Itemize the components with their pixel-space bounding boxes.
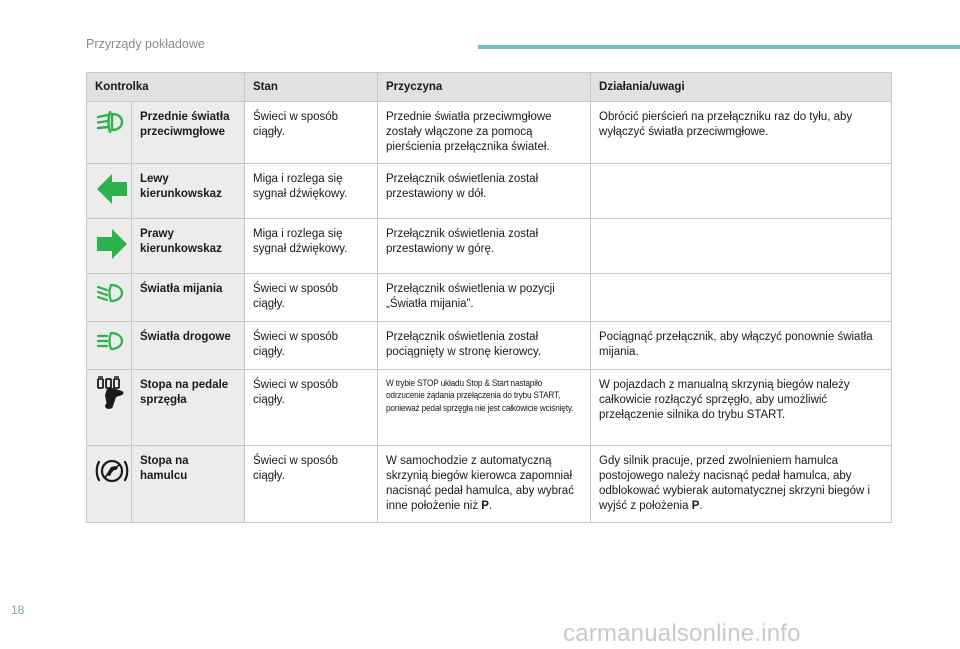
table-row <box>87 273 892 321</box>
icon-cell <box>87 321 132 369</box>
icon-cell <box>87 369 132 445</box>
warning-action: Pociągnąć przełącznik, aby włączyć ponownie światła mijania. <box>591 321 892 369</box>
warning-state: Świeci w sposób ciągły. <box>245 321 378 369</box>
left-turn-arrow-icon <box>95 172 129 206</box>
warning-cause: Przełącznik oświetlenia został przestawiony w górę. <box>378 218 591 273</box>
cause-text: W samochodzie z automatyczną skrzynią biegów kierowca zapomniał nacisnąć pedał hamulca, aby wybrać inne położenie niż <box>386 454 574 512</box>
warning-name: Przednie światła przeciwmgłowe <box>132 102 245 164</box>
right-turn-arrow-icon <box>95 227 129 261</box>
warning-name: Prawy kierunkowskaz <box>132 218 245 273</box>
warning-action <box>591 273 892 321</box>
cause-gear-p: P <box>481 499 489 512</box>
warning-cause: Przełącznik oświetlenia został pociągnięty w stronę kierowcy. <box>378 321 591 369</box>
action-suffix: . <box>699 499 703 512</box>
warning-state: Świeci w sposób ciągły. <box>245 369 378 445</box>
warning-cause <box>378 445 591 522</box>
table-row <box>87 163 892 218</box>
foot-on-brake-icon <box>95 456 129 486</box>
section-title: Przyrządy pokładowe <box>86 37 205 51</box>
icon-cell <box>87 163 132 218</box>
warning-cause: Przełącznik oświetlenia w pozycji „Światła mijania”. <box>378 273 591 321</box>
table-row <box>87 369 892 445</box>
warning-action <box>591 218 892 273</box>
warning-action: W pojazdach z manualną skrzynią biegów należy całkowicie rozłączyć sprzęgło, aby umożliwić przełączenie silnika do trybu START. <box>591 369 892 445</box>
action-text: Gdy silnik pracuje, przed zwolnieniem hamulca postojowego należy nacisnąć pedał hamulca, aby odblokować wybierak automatycznej skrzyni biegów i wyjść z położenia <box>599 454 871 512</box>
warning-state: Miga i rozlega się sygnał dźwiękowy. <box>245 218 378 273</box>
icon-cell <box>87 218 132 273</box>
warning-action: Obrócić pierścień na przełączniku raz do tyłu, aby wyłączyć światła przeciwmgłowe. <box>591 102 892 164</box>
warning-lights-table <box>86 72 892 523</box>
warning-action <box>591 445 892 522</box>
warning-name: Stopa na hamulcu <box>132 445 245 522</box>
column-header-kontrolka: Kontrolka <box>87 73 245 102</box>
warning-action <box>591 163 892 218</box>
warning-name: Lewy kierunkowskaz <box>132 163 245 218</box>
icon-cell <box>87 102 132 164</box>
warning-cause: Przełącznik oświetlenia został przestawiony w dół. <box>378 163 591 218</box>
action-gear-p: P <box>691 499 700 512</box>
header-accent-bar <box>478 45 960 49</box>
dipped-beam-icon <box>95 282 125 304</box>
table-header-row <box>87 73 892 102</box>
column-header-przyczyna: Przyczyna <box>378 73 591 102</box>
main-beam-icon <box>95 330 125 352</box>
warning-state: Świeci w sposób ciągły. <box>245 102 378 164</box>
warning-state: Miga i rozlega się sygnał dźwiękowy. <box>245 163 378 218</box>
watermark: carmanualsonline.info <box>563 620 801 647</box>
warning-name: Światła drogowe <box>132 321 245 369</box>
warning-cause: Przednie światła przeciwmgłowe zostały włączone za pomocą pierścienia przełącznika świateł. <box>378 102 591 164</box>
warning-name: Stopa na pedale sprzęgła <box>132 369 245 445</box>
clutch-pedal-icon <box>95 376 129 410</box>
table-row <box>87 218 892 273</box>
warning-name: Światła mijania <box>132 273 245 321</box>
front-fog-lights-icon <box>95 110 125 134</box>
warning-cause <box>378 369 591 445</box>
page-number: 18 <box>11 603 25 617</box>
icon-cell <box>87 445 132 522</box>
column-header-stan: Stan <box>245 73 378 102</box>
table-row <box>87 445 892 522</box>
warning-state: Świeci w sposób ciągły. <box>245 273 378 321</box>
table-row <box>87 321 892 369</box>
icon-cell <box>87 273 132 321</box>
column-header-dzialania: Działania/uwagi <box>591 73 892 102</box>
warning-cause-text: W trybie STOP układu Stop & Start nastąpiło odrzucenie żądania przełączenia do trybu START, ponieważ pedał sprzęgła nie jest całkowicie wciśnięty. <box>386 377 574 415</box>
cause-suffix: . <box>488 499 493 512</box>
warning-state: Świeci w sposób ciągły. <box>245 445 378 522</box>
table-row <box>87 102 892 164</box>
